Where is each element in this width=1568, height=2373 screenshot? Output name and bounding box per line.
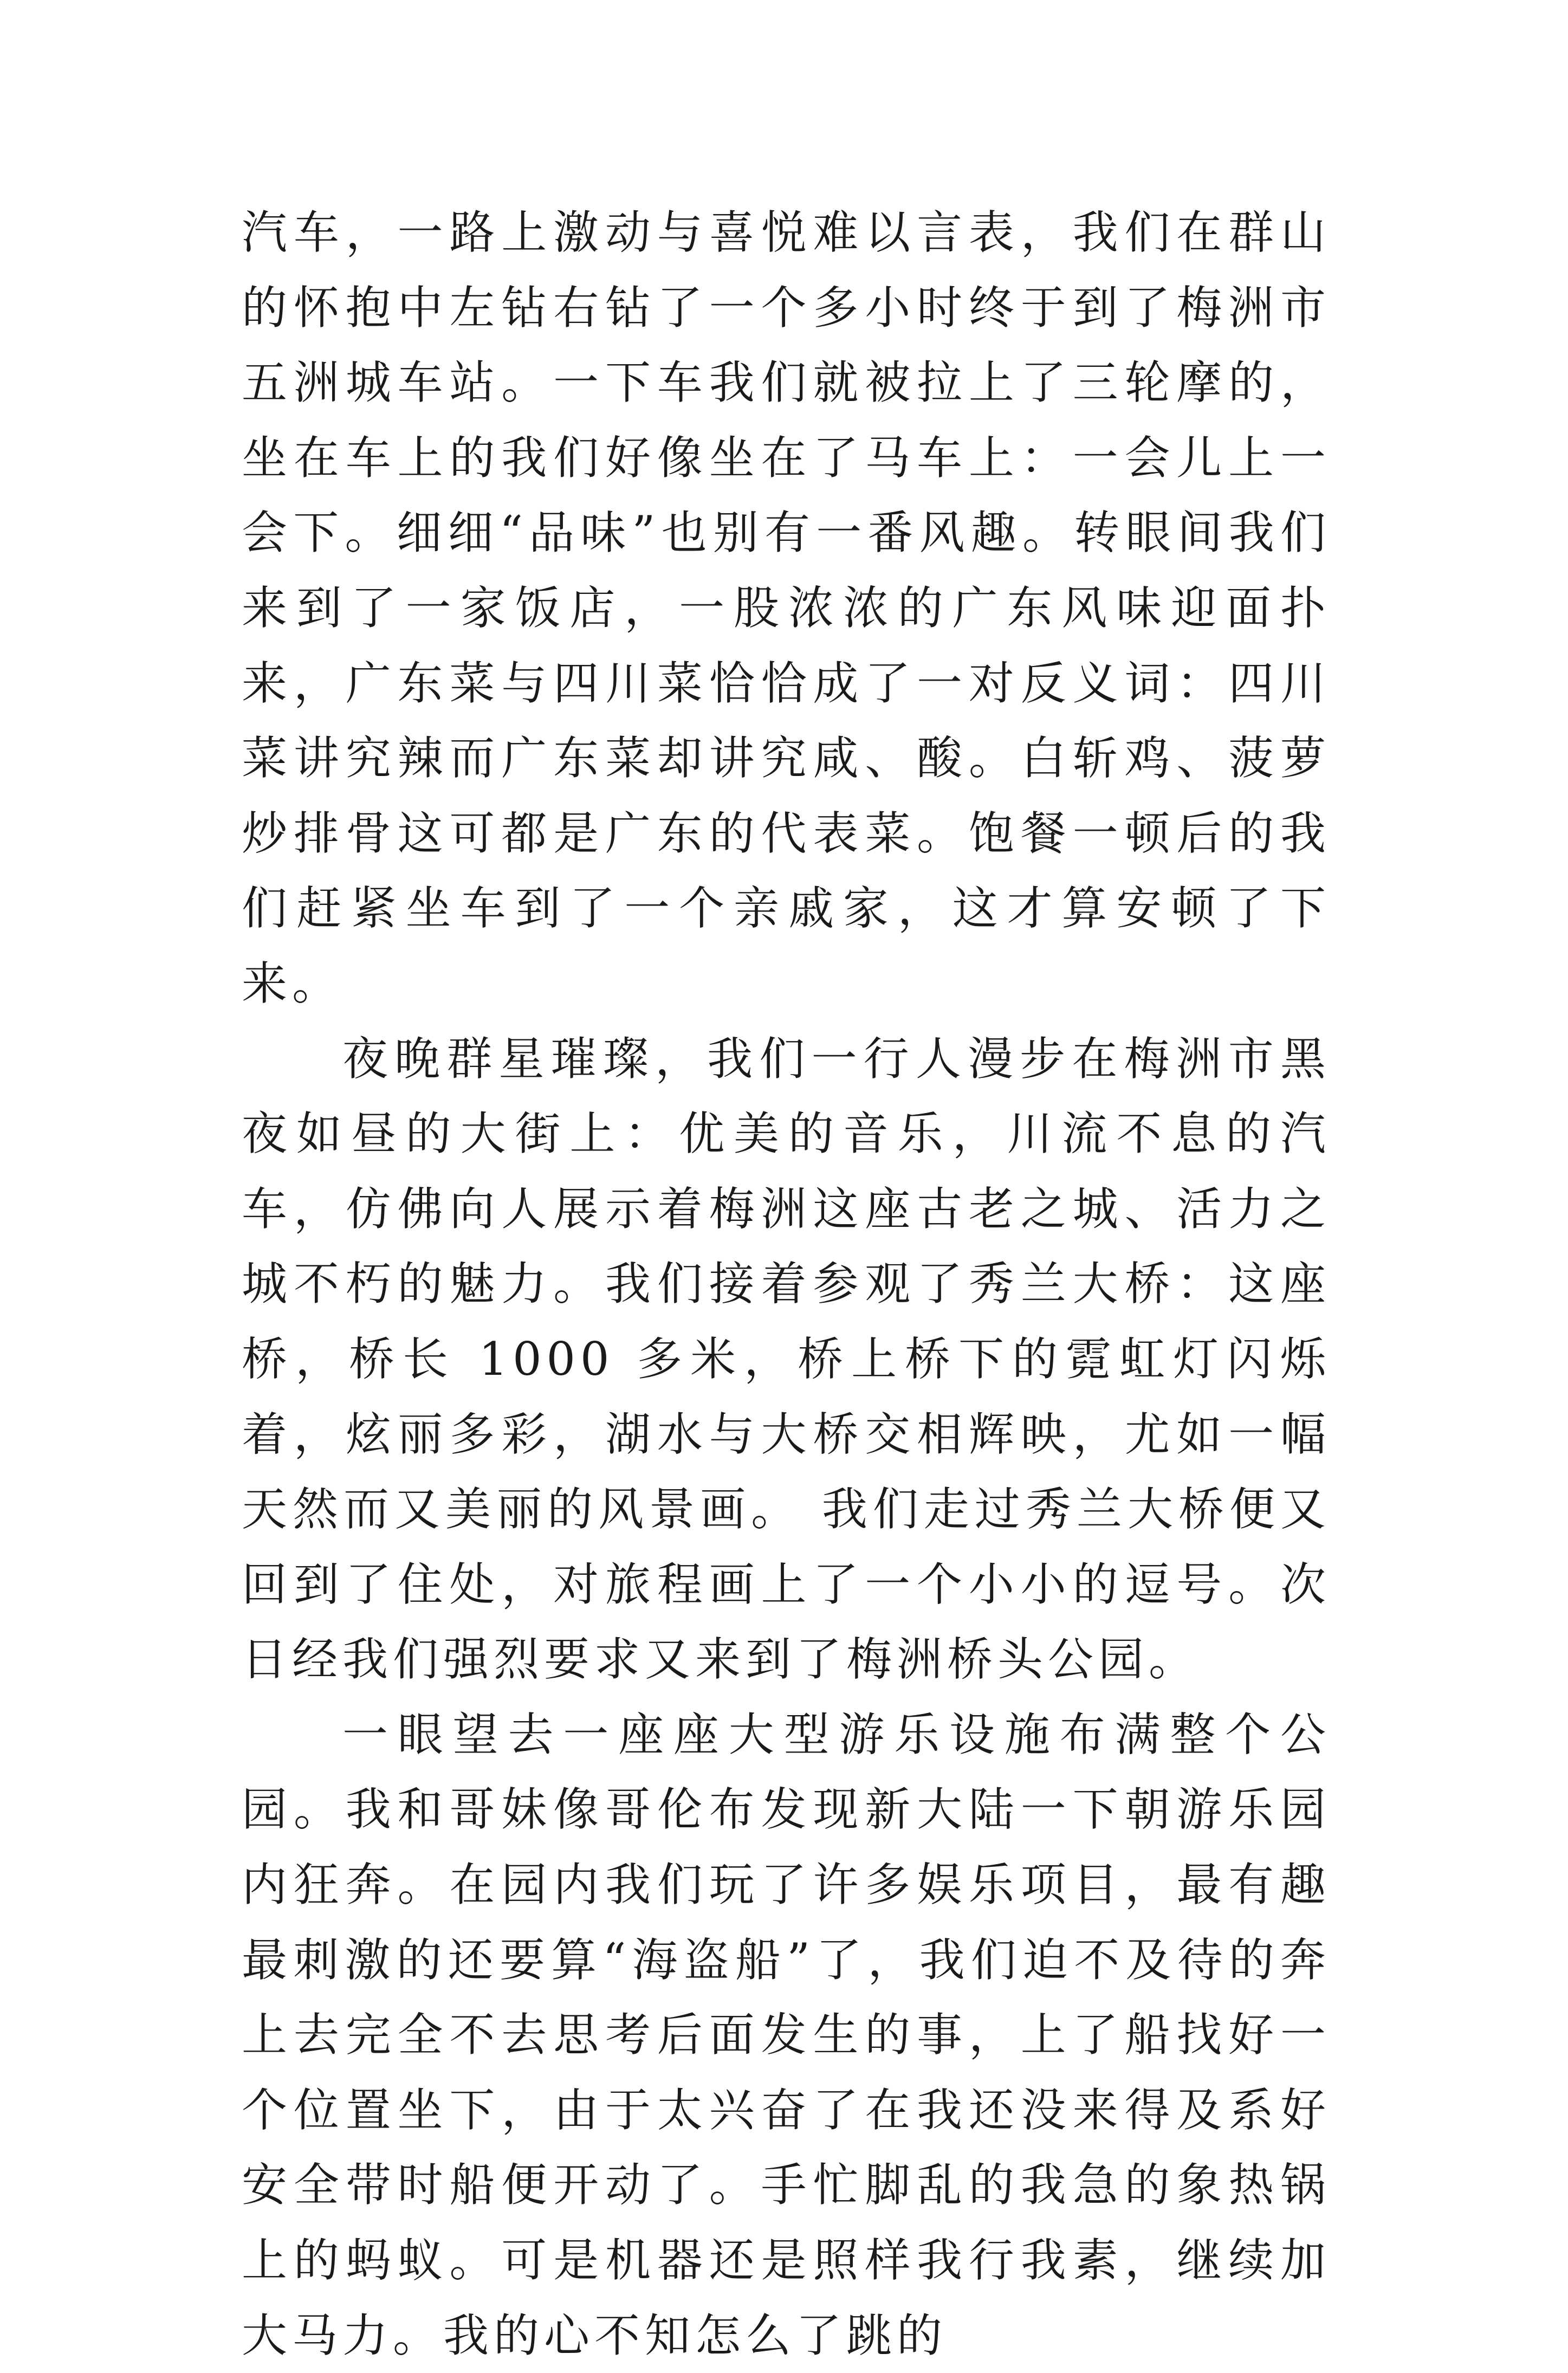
body-text [242, 195, 1331, 2373]
paragraph-2: 夜晚群星璀璨，我们一行人漫步在梅洲市黑夜如昼的大街上：优美的音乐，川流不息的汽车，仿佛向人展示着梅洲这座古老之城、活力之城不朽的魅力。我们接着参观了秀兰大桥：这座桥，桥长 1000 多米，桥上桥下的霓虹灯闪烁着，炫丽多彩，湖水与大桥交相辉映，尤如一幅天然而又美丽的风景画。 我们走过秀兰大桥便又回到了住处，对旅程画上了一个小小的逗号。次日经我们强烈要求又来到了梅洲桥头公园。 [242, 1032, 1331, 1686]
paragraph-3: 一眼望去一座座大型游乐设施布满整个公园。我和哥妹像哥伦布发现新大陆一下朝游乐园内狂奔。在园内我们玩了许多娱乐项目，最有趣最刺激的还要算“海盗船”了，我们迫不及待的奔上去完全不去思考后面发生的事，上了船找好一个位置坐下，由于太兴奋了在我还没来得及系好安全带时船便开动了。手忙脚乱的我急的象热锅上的蚂蚁。可是机器还是照样我行我素，继续加大马力。我的心不知怎么了跳的 [242, 1708, 1331, 2362]
paragraph-1: 汽车，一路上激动与喜悦难以言表，我们在群山的怀抱中左钻右钻了一个多小时终于到了梅洲市五洲城车站。一下车我们就被拉上了三轮摩的，坐在车上的我们好像坐在了马车上：一会儿上一会下。细细“品味”也别有一番风趣。转眼间我们来到了一家饭店，一股浓浓的广东风味迎面扑来，广东菜与四川菜恰恰成了一对反义词：四川菜讲究辣而广东菜却讲究咸、酸。白斩鸡、菠萝炒排骨这可都是广东的代表菜。饱餐一顿后的我们赶紧坐车到了一个亲戚家，这才算安顿了下来。 [242, 206, 1331, 1010]
